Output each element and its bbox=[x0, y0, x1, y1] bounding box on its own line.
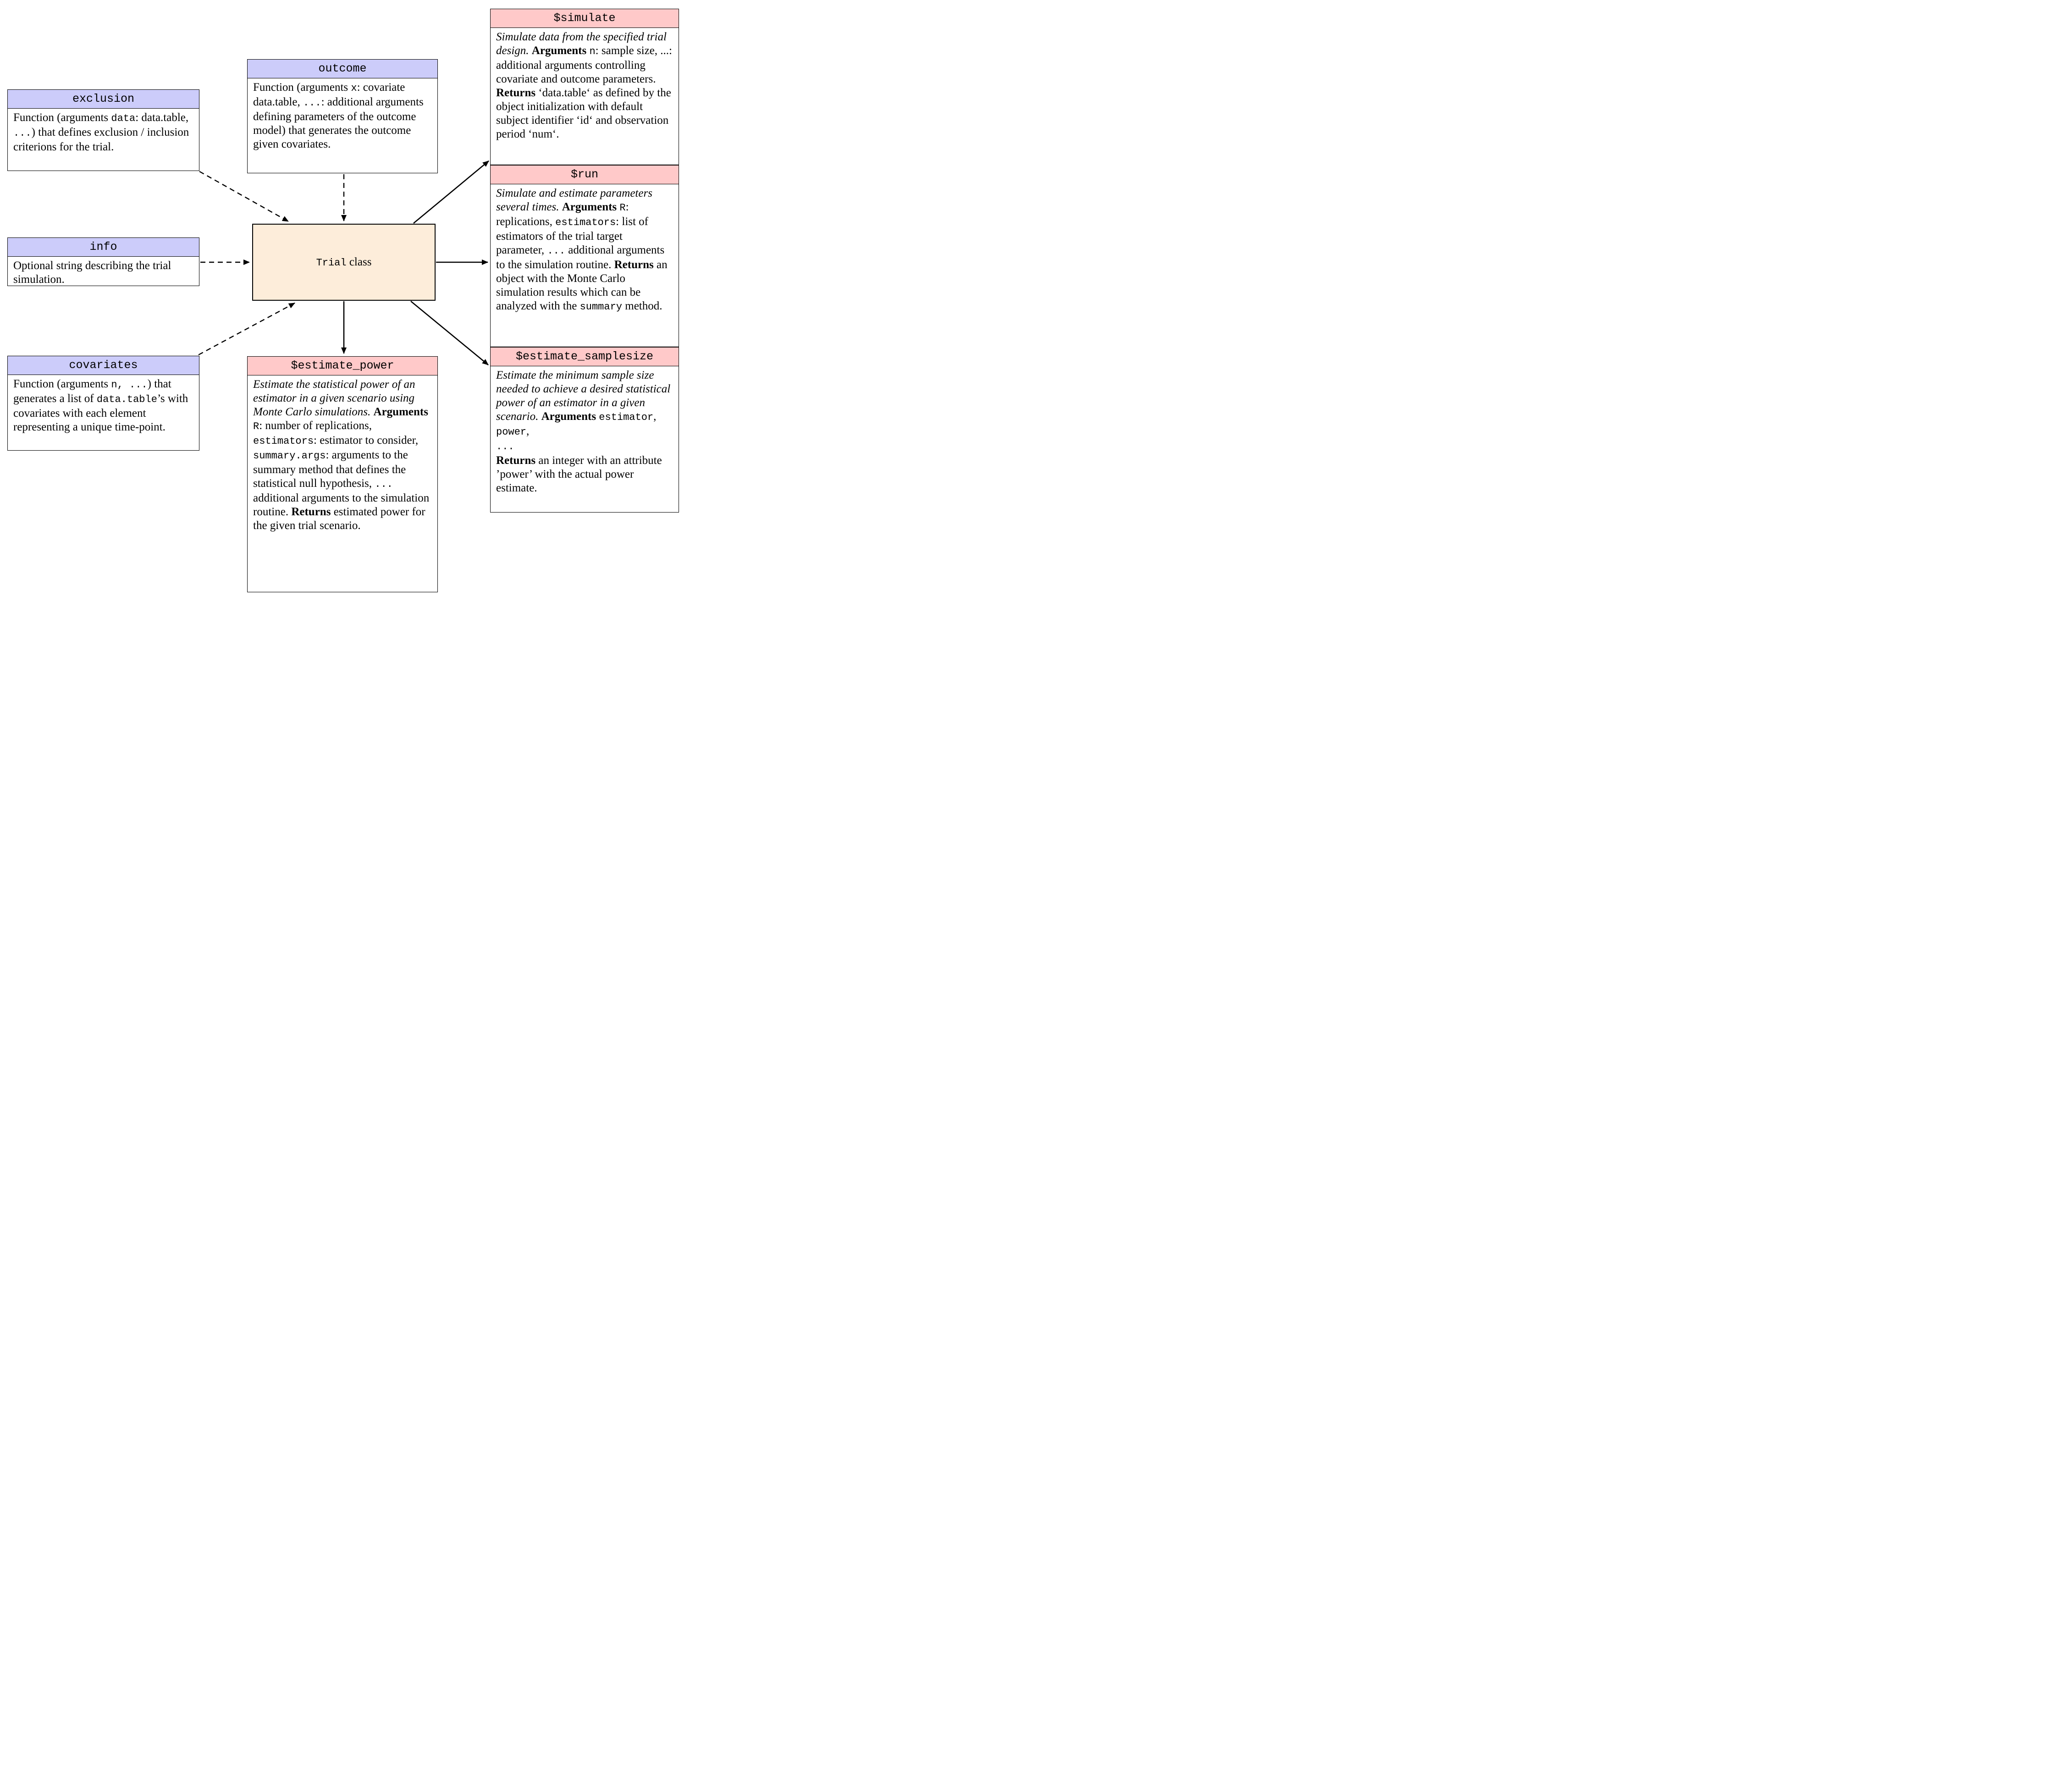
node-run bbox=[490, 165, 679, 347]
node-info-header: info bbox=[8, 238, 199, 257]
edge-trial-to-estimate-samplesize bbox=[411, 301, 488, 365]
trial-class-label: Trial class bbox=[316, 256, 372, 269]
diagram-canvas bbox=[0, 0, 683, 597]
edge-exclusion-to-trial bbox=[199, 171, 288, 221]
node-trial-class bbox=[252, 224, 436, 301]
node-estimate-samplesize bbox=[490, 347, 679, 513]
node-estimate-power-header: $estimate_power bbox=[248, 357, 437, 375]
node-estimate-power bbox=[247, 356, 438, 592]
node-exclusion-body: Function (arguments data: data.table, ...) that defines exclusion / inclusion criterions for the trial. bbox=[13, 111, 189, 153]
node-estimate-samplesize-header: $estimate_samplesize bbox=[491, 347, 679, 366]
node-info bbox=[7, 237, 199, 286]
node-simulate bbox=[490, 9, 679, 165]
node-exclusion-header: exclusion bbox=[8, 90, 199, 109]
node-covariates-body: Function (arguments n, ...) that generates a list of data.table’s with covariates with each element representing a unique time-point. bbox=[13, 378, 188, 433]
node-outcome-body: Function (arguments x: covariate data.table, ...: additional arguments defining parameters of the outcome model) that generates the outcome given covariates. bbox=[253, 81, 424, 150]
node-outcome bbox=[247, 59, 438, 173]
node-outcome-header: outcome bbox=[248, 60, 437, 78]
node-run-body: Simulate and estimate parameters several times. Arguments R: replications, estimators: list of estimators of the trial target parameter, ... additional arguments to the simulation routine. Returns an object with the Monte Carlo simulation results which can be analyzed with the summary method. bbox=[496, 187, 668, 313]
node-run-header: $run bbox=[491, 165, 679, 184]
node-covariates bbox=[7, 356, 199, 451]
node-covariates-header: covariates bbox=[8, 356, 199, 375]
edge-covariates-to-trial bbox=[199, 303, 295, 355]
node-info-body: Optional string describing the trial simulation. bbox=[13, 259, 171, 286]
node-simulate-body: Simulate data from the specified trial design. Arguments n: sample size, ...: additional arguments controlling covariate and outcome parameters. Returns ‘data.table‘ as defined by the object initialization with default subject identifier ‘id‘ and observation period ‘num‘. bbox=[496, 31, 672, 140]
node-exclusion bbox=[7, 89, 199, 171]
node-simulate-header: $simulate bbox=[491, 9, 679, 28]
node-estimate-samplesize-body: Estimate the minimum sample size needed to achieve a desired statistical power of an estimator in a given scenario. Arguments estimator, power, ... Returns an integer with an attribute ’power’ with the actual power estimate. bbox=[496, 369, 671, 494]
node-estimate-power-body: Estimate the statistical power of an estimator in a given scenario using Monte Carlo simulations. Arguments R: number of replications, estimators: estimator to consider, summary.args: arguments to the summary method that defines the statistical null hypothesis, ... additional arguments to the simulation routine. Returns estimated power for the given trial scenario. bbox=[253, 378, 430, 532]
